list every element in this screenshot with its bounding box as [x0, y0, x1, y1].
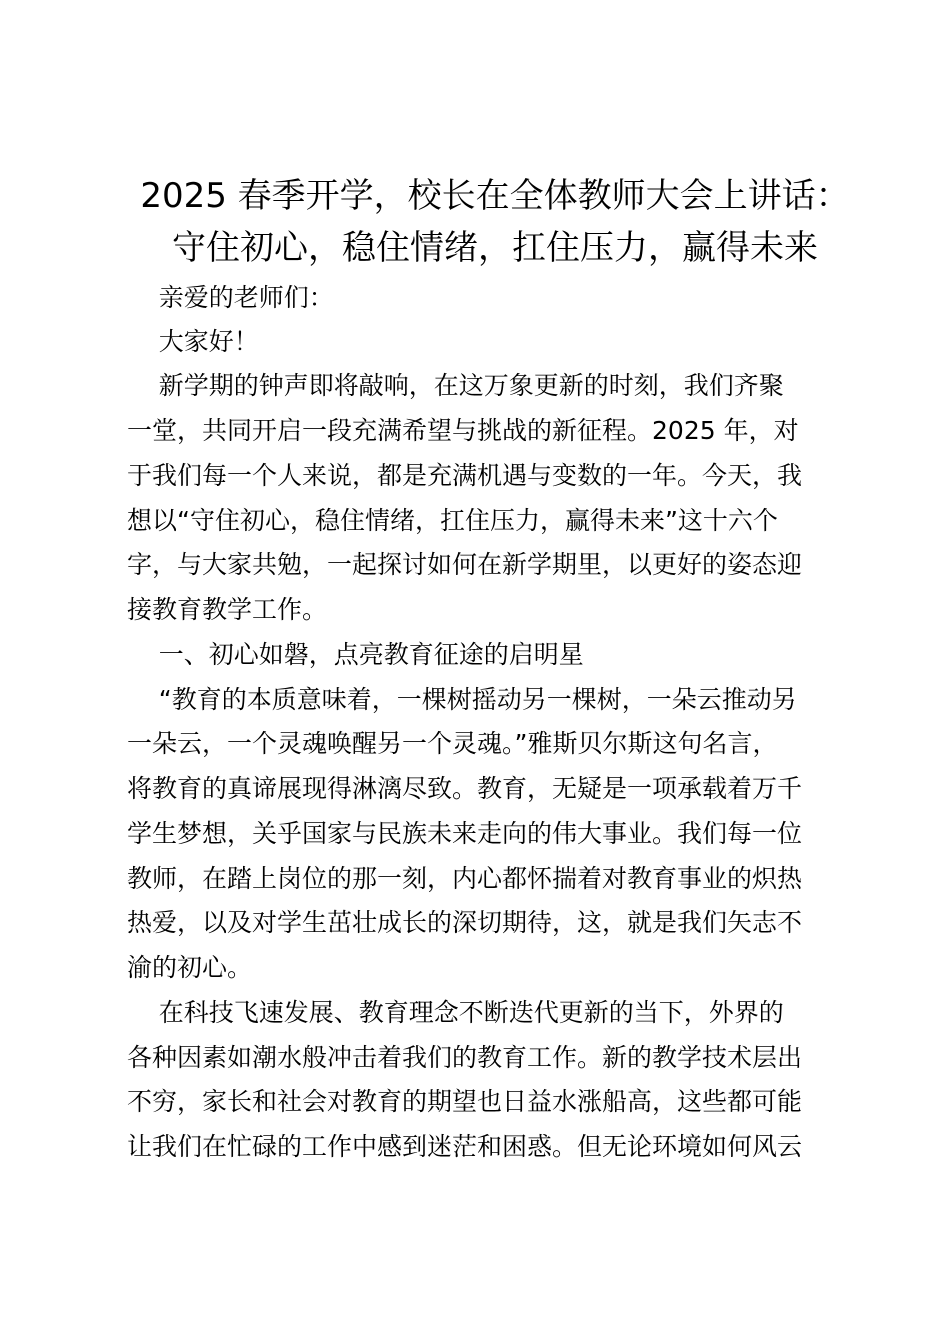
paragraph-line: 想以“守住初心，稳住情绪，扛住压力，赢得未来”这十六个: [127, 506, 778, 535]
paragraph-line: 接教育教学工作。: [127, 595, 328, 624]
paragraph-line: 于我们每一个人来说，都是充满机遇与变数的一年。今天，我: [127, 461, 803, 490]
section-heading: 一、初心如磐，点亮教育征途的启明星: [127, 640, 584, 669]
paragraph-line: 一朵云，一个灵魂唤醒另一个灵魂。”雅斯贝尔斯这句名言，: [127, 729, 778, 758]
paragraph-line: 热爱，以及对学生茁壮成长的深切期待，这，就是我们矢志不: [127, 908, 803, 937]
paragraph-line: 不穷，家长和社会对教育的期望也日益水涨船高，这些都可能: [127, 1087, 803, 1116]
document-title-line-1: 2025 春季开学，校长在全体教师大会上讲话：: [140, 176, 850, 216]
paragraph-line: 新学期的钟声即将敲响，在这万象更新的时刻，我们齐聚: [127, 371, 784, 400]
paragraph-line: 将教育的真谛展现得淋漓尽致。教育，无疑是一项承载着万千: [127, 774, 803, 803]
paragraph-line: 各种因素如潮水般冲击着我们的教育工作。新的教学技术层出: [127, 1043, 803, 1072]
paragraph-line: 渝的初心。: [127, 953, 253, 982]
paragraph-line: 教师，在踏上岗位的那一刻，内心都怀揣着对教育事业的炽热: [127, 864, 803, 893]
document-title-line-2: 守住初心，稳住情绪，扛住压力，赢得未来: [172, 228, 818, 268]
greeting: 大家好！: [127, 327, 259, 356]
paragraph-line: 在科技飞速发展、教育理念不断迭代更新的当下，外界的: [127, 998, 784, 1027]
paragraph-line: “教育的本质意味着，一棵树摇动另一棵树，一朵云推动另: [127, 685, 797, 714]
paragraph-line: 让我们在忙碌的工作中感到迷茫和困惑。但无论环境如何风云: [127, 1132, 803, 1161]
paragraph-line: 字，与大家共勉，一起探讨如何在新学期里，以更好的姿态迎: [127, 550, 803, 579]
paragraph-line: 学生梦想，关乎国家与民族未来走向的伟大事业。我们每一位: [127, 819, 803, 848]
salutation: 亲爱的老师们：: [127, 283, 334, 312]
paragraph-line: 一堂，共同开启一段充满希望与挑战的新征程。2025 年，对: [127, 416, 799, 445]
